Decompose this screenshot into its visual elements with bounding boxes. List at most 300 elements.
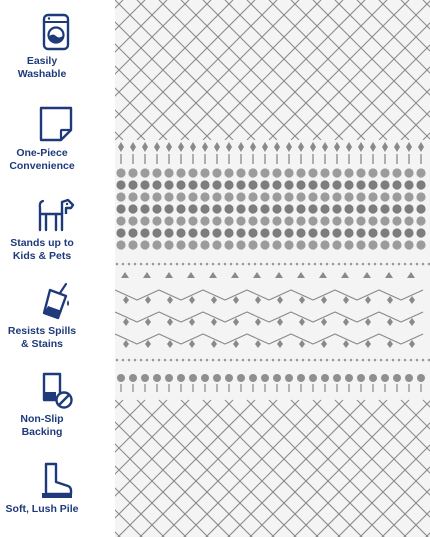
dot-mark <box>344 263 347 266</box>
dot-mark <box>326 263 329 266</box>
bead-mark <box>392 204 401 213</box>
bead-mark <box>188 204 197 213</box>
bead-mark <box>224 204 233 213</box>
bead-mark <box>345 374 353 382</box>
bead-mark <box>164 204 173 213</box>
washing-machine-icon <box>36 12 76 52</box>
feature-label-line1: Stands up to <box>10 237 74 249</box>
bead-mark <box>296 192 305 201</box>
bead-mark <box>296 216 305 225</box>
bead-mark <box>140 168 149 177</box>
dot-mark <box>314 359 317 362</box>
bead-mark <box>212 192 221 201</box>
bead-mark <box>176 240 185 249</box>
bead-mark <box>236 240 245 249</box>
feature-label-line1: Non-Slip <box>20 413 64 425</box>
dot-mark <box>278 359 281 362</box>
bead-mark <box>320 168 329 177</box>
feature-easily-washable <box>0 12 112 81</box>
bead-mark <box>152 168 161 177</box>
bead-mark <box>117 374 125 382</box>
bead-mark <box>212 168 221 177</box>
dot-mark <box>158 359 161 362</box>
bead-mark <box>320 180 329 189</box>
dot-mark <box>212 359 215 362</box>
feature-label-line2: Backing <box>21 426 63 438</box>
bead-mark <box>404 192 413 201</box>
bead-mark <box>260 168 269 177</box>
bead-mark <box>320 192 329 201</box>
bead-mark <box>140 204 149 213</box>
bead-mark <box>380 204 389 213</box>
bead-mark <box>380 240 389 249</box>
bead-mark <box>116 204 125 213</box>
bead-mark <box>404 204 413 213</box>
bead-mark <box>380 180 389 189</box>
bead-mark <box>272 180 281 189</box>
bead-mark <box>357 374 365 382</box>
dot-mark <box>272 359 275 362</box>
feature-label-line2: Kids & Pets <box>12 250 72 262</box>
bead-mark <box>164 168 173 177</box>
bead-mark <box>260 192 269 201</box>
dot-mark <box>176 263 179 266</box>
dot-mark <box>146 359 149 362</box>
dot-mark <box>230 263 233 266</box>
dot-mark <box>200 359 203 362</box>
bead-mark <box>368 180 377 189</box>
dot-mark <box>284 263 287 266</box>
bead-mark <box>128 216 137 225</box>
dot-mark <box>236 359 239 362</box>
bead-mark <box>296 204 305 213</box>
dot-mark <box>158 263 161 266</box>
dot-mark <box>308 263 311 266</box>
bead-mark <box>392 192 401 201</box>
dot-mark <box>362 359 365 362</box>
bead-mark <box>152 240 161 249</box>
bead-mark <box>212 204 221 213</box>
spill-glass-icon <box>36 282 76 322</box>
dot-mark <box>380 359 383 362</box>
dot-mark <box>224 263 227 266</box>
dot-mark <box>356 263 359 266</box>
dot-mark <box>212 263 215 266</box>
bead-mark <box>284 216 293 225</box>
dot-mark <box>374 359 377 362</box>
bead-mark <box>284 192 293 201</box>
dot-mark <box>140 263 143 266</box>
bead-mark <box>284 204 293 213</box>
bead-mark <box>344 216 353 225</box>
bead-mark <box>272 192 281 201</box>
dot-mark <box>266 359 269 362</box>
bead-mark <box>116 240 125 249</box>
bead-mark <box>164 216 173 225</box>
dot-mark <box>230 359 233 362</box>
feature-lush-pile <box>0 460 112 516</box>
feature-label-line2: Washable <box>17 68 67 80</box>
dot-mark <box>116 359 119 362</box>
dot-mark <box>290 263 293 266</box>
bead-mark <box>356 204 365 213</box>
bead-mark <box>296 228 305 237</box>
bead-mark <box>392 168 401 177</box>
bead-mark <box>273 374 281 382</box>
bead-mark <box>249 374 257 382</box>
bead-mark <box>261 374 269 382</box>
bead-mark <box>224 228 233 237</box>
bead-mark <box>164 240 173 249</box>
dot-mark <box>350 263 353 266</box>
dot-mark <box>116 263 119 266</box>
dot-mark <box>176 359 179 362</box>
bead-mark <box>380 192 389 201</box>
dot-mark <box>296 359 299 362</box>
bead-mark <box>164 192 173 201</box>
bead-mark <box>128 240 137 249</box>
bead-mark <box>224 168 233 177</box>
dot-mark <box>380 263 383 266</box>
bead-mark <box>248 168 257 177</box>
bead-mark <box>200 216 209 225</box>
bead-mark <box>213 374 221 382</box>
dot-mark <box>374 263 377 266</box>
bead-mark <box>128 228 137 237</box>
bead-mark <box>368 228 377 237</box>
dot-mark <box>218 263 221 266</box>
bead-mark <box>236 168 245 177</box>
bead-mark <box>188 180 197 189</box>
bead-mark <box>416 228 425 237</box>
bead-mark <box>116 228 125 237</box>
bead-mark <box>404 240 413 249</box>
bead-mark <box>153 374 161 382</box>
bead-mark <box>152 216 161 225</box>
dot-mark <box>320 359 323 362</box>
dot-mark <box>386 263 389 266</box>
bead-mark <box>417 374 425 382</box>
bead-mark <box>272 168 281 177</box>
dot-mark <box>392 263 395 266</box>
dot-mark <box>278 263 281 266</box>
bead-mark <box>128 168 137 177</box>
bead-mark <box>188 192 197 201</box>
bead-mark <box>176 204 185 213</box>
dot-mark <box>164 263 167 266</box>
bead-mark <box>236 228 245 237</box>
bead-mark <box>224 216 233 225</box>
bead-mark <box>404 228 413 237</box>
dot-mark <box>122 263 125 266</box>
bead-mark <box>248 204 257 213</box>
bead-mark <box>128 204 137 213</box>
dot-mark <box>224 359 227 362</box>
bead-mark <box>237 374 245 382</box>
bead-mark <box>332 180 341 189</box>
bead-mark <box>320 228 329 237</box>
bead-mark <box>344 204 353 213</box>
non-slip-icon <box>36 370 76 410</box>
bead-mark <box>248 180 257 189</box>
dot-mark <box>218 359 221 362</box>
bead-mark <box>212 216 221 225</box>
bead-mark <box>212 180 221 189</box>
feature-spills-stains <box>0 282 112 351</box>
bead-mark <box>393 374 401 382</box>
bead-mark <box>224 240 233 249</box>
dot-mark <box>182 263 185 266</box>
bead-mark <box>356 216 365 225</box>
dot-mark <box>410 359 413 362</box>
bead-mark <box>392 216 401 225</box>
bead-mark <box>380 216 389 225</box>
bead-mark <box>152 192 161 201</box>
dot-mark <box>182 359 185 362</box>
bead-mark <box>116 180 125 189</box>
bead-mark <box>176 228 185 237</box>
bead-mark <box>404 216 413 225</box>
bead-mark <box>189 374 197 382</box>
bead-mark <box>296 240 305 249</box>
dot-mark <box>320 263 323 266</box>
one-piece-icon <box>36 104 76 144</box>
bead-mark <box>176 180 185 189</box>
bead-mark <box>200 204 209 213</box>
bead-mark <box>225 374 233 382</box>
bead-mark <box>369 374 377 382</box>
dot-mark <box>194 263 197 266</box>
bead-mark <box>248 216 257 225</box>
bead-mark <box>320 204 329 213</box>
bead-mark <box>332 216 341 225</box>
dot-mark <box>338 359 341 362</box>
bead-mark <box>416 204 425 213</box>
bead-mark <box>248 192 257 201</box>
dot-mark <box>188 359 191 362</box>
feature-label-line2: & Stains <box>20 338 63 350</box>
bead-mark <box>381 374 389 382</box>
bead-mark <box>332 168 341 177</box>
bead-mark <box>368 204 377 213</box>
bead-mark <box>224 192 233 201</box>
dot-mark <box>284 359 287 362</box>
dot-mark <box>386 359 389 362</box>
dot-mark <box>200 263 203 266</box>
dot-mark <box>170 263 173 266</box>
bead-mark <box>165 374 173 382</box>
bead-mark <box>272 216 281 225</box>
bead-mark <box>392 228 401 237</box>
bead-mark <box>152 228 161 237</box>
bead-mark <box>308 180 317 189</box>
bead-mark <box>308 228 317 237</box>
feature-label-line1: One-Piece <box>16 147 68 159</box>
bead-mark <box>344 180 353 189</box>
dot-mark <box>422 359 425 362</box>
dot-mark <box>254 359 257 362</box>
bead-mark <box>332 204 341 213</box>
bead-mark <box>140 228 149 237</box>
bead-mark <box>344 192 353 201</box>
bead-mark <box>236 204 245 213</box>
bead-mark <box>284 180 293 189</box>
bead-mark <box>272 240 281 249</box>
dog-icon <box>36 194 76 234</box>
bead-mark <box>188 228 197 237</box>
bead-mark <box>224 180 233 189</box>
dot-mark <box>122 359 125 362</box>
bead-mark <box>140 192 149 201</box>
dot-mark <box>368 359 371 362</box>
bead-mark <box>200 228 209 237</box>
bead-mark <box>140 216 149 225</box>
bead-mark <box>260 204 269 213</box>
bead-mark <box>297 374 305 382</box>
bead-mark <box>404 180 413 189</box>
bead-mark <box>129 374 137 382</box>
bead-mark <box>332 228 341 237</box>
dot-mark <box>164 359 167 362</box>
feature-label-line1: Easily <box>26 55 58 67</box>
dot-mark <box>392 359 395 362</box>
bead-mark <box>116 168 125 177</box>
dot-mark <box>206 359 209 362</box>
bead-mark <box>380 228 389 237</box>
bead-mark <box>296 180 305 189</box>
bead-mark <box>308 192 317 201</box>
feature-kids-pets <box>0 194 112 263</box>
bead-mark <box>308 240 317 249</box>
bead-mark <box>236 216 245 225</box>
bead-mark <box>321 374 329 382</box>
dot-mark <box>368 263 371 266</box>
bead-mark <box>200 168 209 177</box>
dot-mark <box>134 359 137 362</box>
feature-label-line1: Resists Spills <box>7 325 77 337</box>
dot-mark <box>272 263 275 266</box>
dot-mark <box>242 359 245 362</box>
bead-mark <box>201 374 209 382</box>
dot-mark <box>350 359 353 362</box>
bead-mark <box>176 168 185 177</box>
bead-mark <box>333 374 341 382</box>
bead-mark <box>332 240 341 249</box>
bead-mark <box>296 168 305 177</box>
bead-mark <box>176 216 185 225</box>
feature-sidebar <box>0 0 112 537</box>
bead-mark <box>116 192 125 201</box>
bead-mark <box>308 216 317 225</box>
dot-mark <box>404 263 407 266</box>
dot-mark <box>206 263 209 266</box>
dot-mark <box>362 263 365 266</box>
bead-mark <box>236 180 245 189</box>
dot-mark <box>242 263 245 266</box>
bead-mark <box>212 228 221 237</box>
dot-mark <box>248 359 251 362</box>
bead-mark <box>188 216 197 225</box>
bead-mark <box>128 192 137 201</box>
bead-mark <box>284 168 293 177</box>
bead-mark <box>128 180 137 189</box>
bead-mark <box>272 228 281 237</box>
dot-mark <box>314 263 317 266</box>
dot-mark <box>140 359 143 362</box>
dot-mark <box>398 359 401 362</box>
bead-mark <box>200 180 209 189</box>
bead-mark <box>200 192 209 201</box>
bead-mark <box>356 228 365 237</box>
bead-mark <box>416 240 425 249</box>
bead-mark <box>188 240 197 249</box>
bead-mark <box>284 228 293 237</box>
dot-mark <box>302 359 305 362</box>
dot-mark <box>398 263 401 266</box>
dot-mark <box>356 359 359 362</box>
dot-mark <box>266 263 269 266</box>
bead-mark <box>308 204 317 213</box>
feature-label-line2: Convenience <box>9 160 75 172</box>
dot-mark <box>152 263 155 266</box>
feature-label-line1: Soft, Lush Pile <box>5 503 79 515</box>
dot-mark <box>326 359 329 362</box>
bead-mark <box>380 168 389 177</box>
bead-mark <box>140 240 149 249</box>
bead-mark <box>320 240 329 249</box>
dot-mark <box>128 263 131 266</box>
bead-mark <box>344 240 353 249</box>
dot-mark <box>146 263 149 266</box>
bead-mark <box>404 168 413 177</box>
dot-mark <box>410 263 413 266</box>
bead-mark <box>260 240 269 249</box>
dot-mark <box>128 359 131 362</box>
rug-pattern <box>115 0 430 537</box>
dot-mark <box>332 359 335 362</box>
bead-mark <box>368 192 377 201</box>
bead-mark <box>284 240 293 249</box>
bead-mark <box>248 228 257 237</box>
dot-mark <box>188 263 191 266</box>
feature-non-slip <box>0 370 112 439</box>
bead-mark <box>416 168 425 177</box>
bead-mark <box>416 192 425 201</box>
dot-mark <box>338 263 341 266</box>
bead-mark <box>164 180 173 189</box>
bead-mark <box>344 168 353 177</box>
bead-mark <box>285 374 293 382</box>
bead-mark <box>416 180 425 189</box>
bead-mark <box>164 228 173 237</box>
rug-image <box>115 0 430 537</box>
bead-mark <box>309 374 317 382</box>
dot-mark <box>248 263 251 266</box>
dot-mark <box>260 263 263 266</box>
bead-mark <box>392 240 401 249</box>
bead-mark <box>344 228 353 237</box>
bead-mark <box>152 180 161 189</box>
bead-mark <box>356 168 365 177</box>
bead-mark <box>356 180 365 189</box>
bead-mark <box>141 374 149 382</box>
dot-mark <box>260 359 263 362</box>
bead-mark <box>368 240 377 249</box>
bead-mark <box>356 192 365 201</box>
dot-mark <box>254 263 257 266</box>
bead-mark <box>320 216 329 225</box>
bead-mark <box>176 192 185 201</box>
